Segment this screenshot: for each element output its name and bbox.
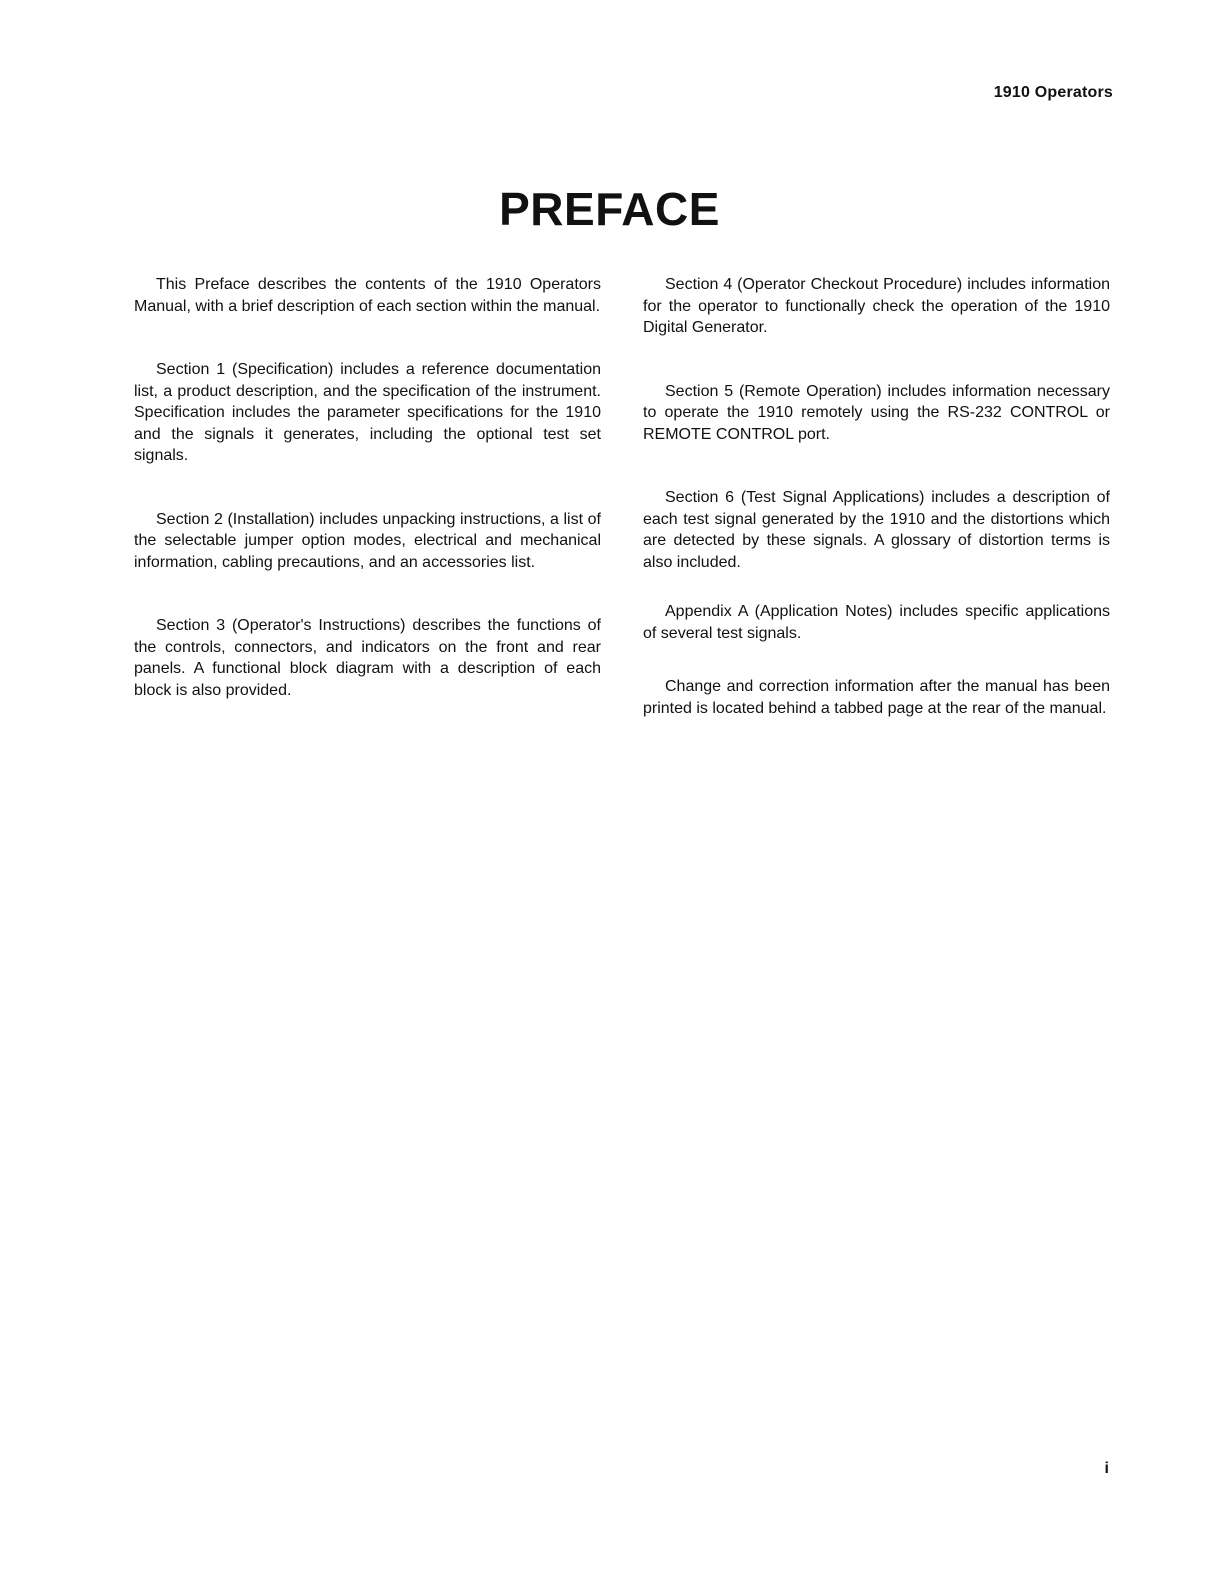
page-number: i [1104, 1460, 1109, 1477]
running-head: 1910 Operators [993, 84, 1113, 101]
page-title: PREFACE [499, 183, 720, 235]
left-column [134, 274, 601, 701]
section-3-paragraph: Section 3 (Operator's Instructions) describes the functions of the controls, connectors, and indicators on the front and rear panels. A functional block diagram with a description of each block is also provided. [134, 617, 601, 699]
section-4-paragraph: Section 4 (Operator Checkout Procedure) includes information for the operator to functionally check the operation of the 1910 Digital Generator. [643, 276, 1110, 336]
section-6-paragraph: Section 6 (Test Signal Applications) includes a description of each test signal generated by the 1910 and the distortions which are detected by these signals. A glossary of distortion terms is also included. [643, 489, 1110, 571]
appendix-a-paragraph: Appendix A (Application Notes) includes specific applications of several test signals. [643, 603, 1110, 642]
preface-intro-paragraph: This Preface describes the contents of the 1910 Operators Manual, with a brief description of each section within the manual. [134, 276, 601, 315]
section-1-paragraph: Section 1 (Specification) includes a reference documentation list, a product description, and the specification of the instrument. Specification includes the parameter specifications for the 1910 and the signals it generates, including the optional test set signals. [134, 361, 601, 464]
change-information-paragraph: Change and correction information after the manual has been printed is located behind a tabbed page at the rear of the manual. [643, 678, 1110, 717]
right-column [643, 274, 1110, 719]
section-5-paragraph: Section 5 (Remote Operation) includes information necessary to operate the 1910 remotely using the RS-232 CONTROL or REMOTE CONTROL port. [643, 382, 1110, 443]
section-2-paragraph: Section 2 (Installation) includes unpacking instructions, a list of the selectable jumper option modes, electrical and mechanical information, cabling precautions, and an accessories list. [134, 510, 601, 571]
